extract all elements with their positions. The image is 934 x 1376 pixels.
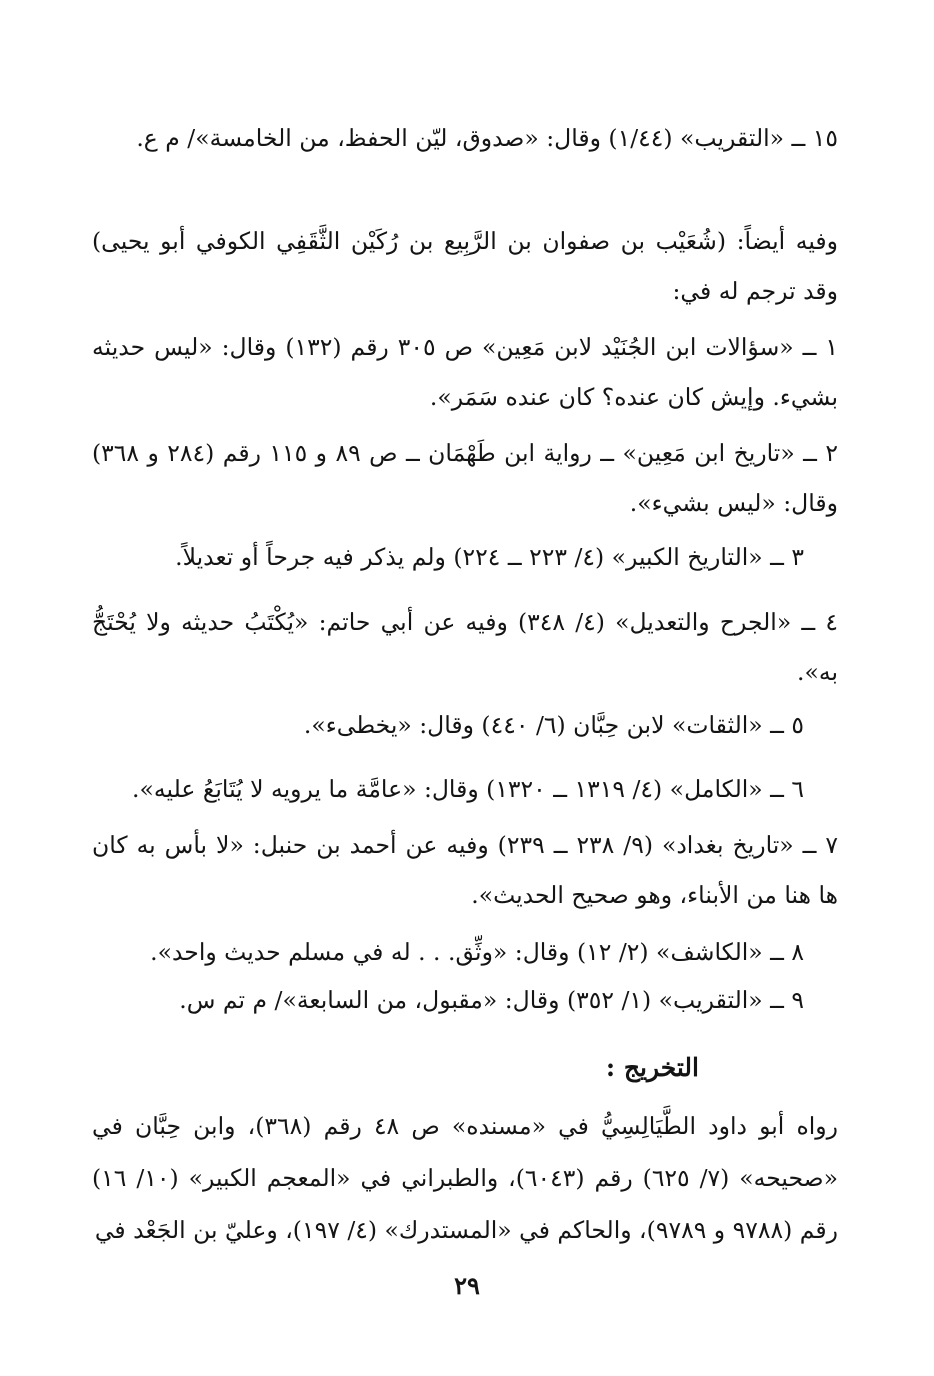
entry-7-tarikh-baghdad: ٧ ــ «تاريخ بغداد» (٩/ ٢٣٨ ــ ٢٣٩) وفيه عن أحمد بن حنبل: «لا بأس به كان ها هنا من الأبناء، وهو صحيح الحديث». [92,831,838,909]
entry-5-thiqat: ٥ ــ «الثقات» لابن حِبَّان (٦/ ٤٤٠) وقال: «يخطىء». [303,711,804,739]
entry-8-kashif: ٨ ــ «الكاشف» (٢/ ١٢) وقال: «وثِّق. . . له في مسلم حديث واحد». [150,938,804,966]
narrator-intro: وفيه أيضاً: (شُعَيْب بن صفوان بن الرَّبِيع بن رُكَيْن الثَّقَفِي الكوفي أبو يحيى) وقد ترجم له في: [92,227,838,305]
entry-9-taqrib: ٩ ــ «التقريب» (١/ ٣٥٢) وقال: «مقبول، من السابعة»/ م تم س. [179,986,804,1014]
entry-4-jarh-tadil: ٤ ــ «الجرح والتعديل» (٤/ ٣٤٨) وفيه عن أبي حاتم: «يُكْتَبُ حديثه ولا يُحْتَجُّ به». [92,608,838,686]
entry-1-sualat-ibn-junayd: ١ ــ «سؤالات ابن الجُنَيْد لابن مَعِين» ص ٣٠٥ رقم (١٣٢) وقال: «ليس حديثه بشيء. وإيش كان عنده؟ كان عنده سَمَر». [92,333,838,411]
entry-15-taqrib: ١٥ ــ «التقريب» (١/٤٤) وقال: «صدوق، ليّن الحفظ، من الخامسة»/ م ع. [136,124,838,152]
entry-3-tarikh-kabir: ٣ ــ «التاريخ الكبير» (٤/ ٢٢٣ ــ ٢٢٤) ولم يذكر فيه جرحاً أو تعديلاً. [175,543,804,571]
entry-2-tarikh-ibn-main: ٢ ــ «تاريخ ابن مَعِين» ــ رواية ابن طَهْمَان ــ ص ٨٩ و ١١٥ رقم (٢٨٤ و ٣٦٨) وقال: «ليس بشيء». [92,439,838,517]
entry-6-kamil: ٦ ــ «الكامل» (٤/ ١٣١٩ ــ ١٣٢٠) وقال: «عامَّة ما يرويه لا يُتَابَعُ عليه». [132,775,804,803]
page-number: ٢٩ [454,1271,480,1300]
takhrij-text: رواه أبو داود الطَّيَالِسِيُّ في «مسنده» ص ٤٨ رقم (٣٦٨)، وابن حِبَّان في «صحيحه» (٧/ ٦٢٥) رقم (٦٠٤٣)، والطبراني في «المعجم الكبير» (١٠/ ١٦) رقم (٩٧٨٨ و ٩٧٨٩)، والحاكم في «المستدرك» (٤/ ١٩٧)، وعليّ بن الجَعْد في [92,1112,838,1244]
takhrij-heading: التخريج : [605,1053,699,1082]
